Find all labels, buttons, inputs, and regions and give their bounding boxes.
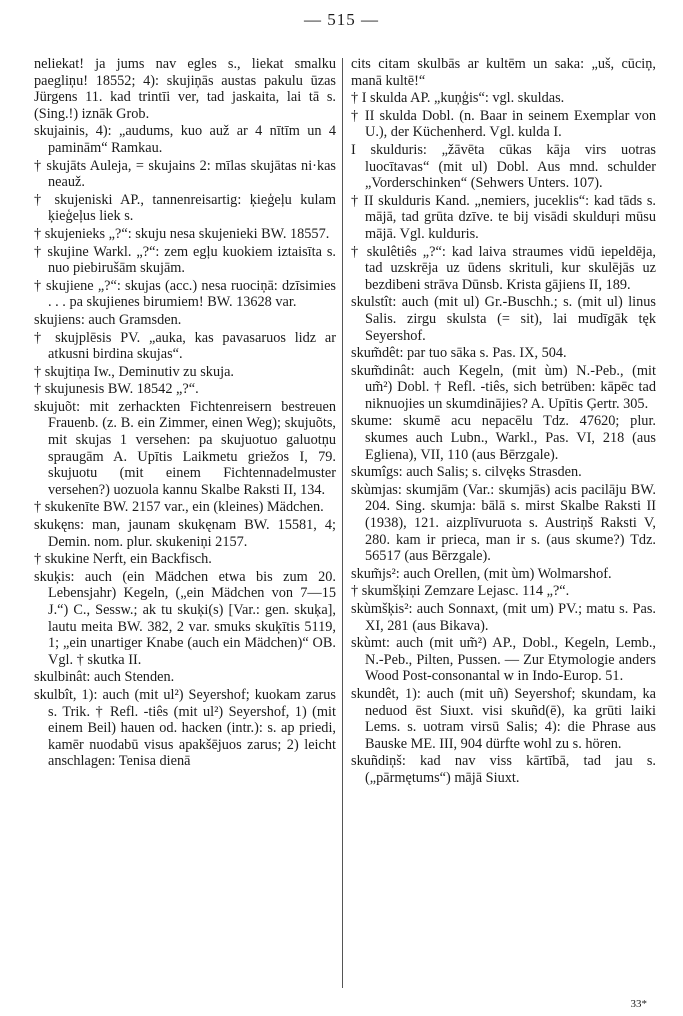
dictionary-entry: skume: skumē acu nepacēlu Tdz. 47620; plur. skumes auch Lubn., Warkl., Pas. VI, 218 (aus Egliena), VII, 110 (aus Bērzgale). bbox=[351, 413, 656, 463]
page-number: — 515 — bbox=[304, 10, 379, 29]
dictionary-entry: skuñdiņš: kad nav viss kārtībā, tad jau s. („pārmętums“) mājā Siuxt. bbox=[351, 753, 656, 786]
dictionary-entry: † skujplēsis PV. „auka, kas pavasaruos lidz ar atkusni birdina skujas“. bbox=[34, 329, 336, 363]
dictionary-entry: skùmt: auch (mit um̃²) AP., Dobl., Kegeln, Lemb., N.-Peb., Pilten, Pussen. — Zur Etymologie anders Wood Post-consonantal w in Indo-Europ. 51. bbox=[351, 635, 656, 685]
dictionary-entry: skukęns: man, jaunam skukęnam BW. 15581, 4; Demin. nom. plur. skukeniņi 2157. bbox=[34, 517, 336, 550]
dictionary-entry: skumîgs: auch Salis; s. cilvęks Strasden. bbox=[351, 464, 582, 481]
dictionary-entry: neliekat! ja jums nav egles s., liekat smalku paegliņu! 18552; 4): skujiņās austas pakulu ūzas Jürgens 11. kad trintīi ver, tad jaskaita, lai tā s. (Sing.!) iznāk Grob. bbox=[34, 56, 336, 122]
dictionary-entry: † II skulda Dobl. (n. Baar in seinem Exemplar von U.), der Küchenherd. Vgl. kulda I. bbox=[351, 107, 656, 141]
dictionary-entry: † skujeniski AP., tannenreisartig: ķieģeļu kulam ķieģeļus liek s. bbox=[34, 191, 336, 225]
dictionary-entry: skundêt, 1): auch (mit uñ) Seyershof; skundam, ka neduod ēst Siuxt. visi skuñd(ē), ka grūti laiki Lems. s. uotram virsū Salis; 4): die Phrase aus Bauske ME. III, 904 dürfte wohl zu s. hören. bbox=[351, 685, 656, 752]
dictionary-entry: skulbît, 1): auch (mit ul²) Seyershof; kuokam zarus s. Trik. † Refl. -tiês (mit ul²) Seyershof, 1) (mit einem Beil) hauen od. hacken (intr.): s. ap priedi, kamēr nuodabū visus apakšējuos zarus; 2) leicht anschlagen: Tenisa dienā bbox=[34, 686, 336, 770]
dictionary-entry: skulbinât: auch Stenden. bbox=[34, 669, 175, 686]
dictionary-entry: † skulêtiês „?“: kad laiva straumes vidū iepeldēja, tad uzskrēja uz ūdens skrituli, kur skulējās uz bezdibeni strāva Dūnsb. Krista gājiens II, 189. bbox=[351, 243, 656, 293]
dictionary-entry: skum̃dinât: auch Kegeln, (mit ùm) N.-Peb., (mit um̃²) Dobl. † Refl. -tiês, sich betrüben: kāpēc tad niknuojies un skumdinājies? A. Upītis Ģertr. 305. bbox=[351, 362, 656, 412]
left-column bbox=[34, 56, 336, 771]
dictionary-entry: † skumšķiņi Zemzare Lejasc. 114 „?“. bbox=[351, 583, 570, 600]
dictionary-entry: skujuõt: mit zerhackten Fichtenreisern bestreuen Frauenb. (z. B. ein Zimmer, einen Weg); skujuõts, mit skujas 1 versehen: pa skujuotuo galuotņu spraugām A. Upītis Laikmetu griežos I, 79. skujuotu (mit einem Fichtennadelmuster versehen?) uozuola kannu Skalbe Raksti II, 134. bbox=[34, 398, 336, 498]
dictionary-entry: skujiens: auch Gramsden. bbox=[34, 311, 182, 328]
dictionary-entry: † skujāts Auleja, = skujains 2: mīlas skujātas ni·kas neauž. bbox=[34, 157, 336, 191]
dictionary-entry: † I skulda AP. „kuņģis“: vgl. skuldas. bbox=[351, 90, 565, 107]
dictionary-entry: I skulduris: „žāvēta cūkas kāja virs uotras luocītavas“ (mit ul) Dobl. Aus mnd. schulder „Vorderschinken“ (Sehwers Unters. 107). bbox=[351, 141, 656, 192]
dictionary-entry: skujainis, 4): „audums, kuo auž ar 4 nītīm un 4 paminām“ Ramkau. bbox=[34, 123, 336, 156]
column-divider bbox=[342, 58, 343, 988]
dictionary-entry: † skukenīte BW. 2157 var., ein (kleines) Mädchen. bbox=[34, 499, 324, 516]
dictionary-entry: skuķis: auch (ein Mädchen etwa bis zum 20. Lebensjahr) Kegeln, („ein Mädchen von 7—15 J.“) C., Sessw.; ak tu skuķi(s) [Var.: gen. skuķa], lautu meita BW. 382, 2 var. smuks skuķītis 5119, 1; „ein unartiger Knabe (auch ein Mädchen)“ OB. Vgl. † skutka II. bbox=[34, 568, 336, 668]
dictionary-entry: † skujenieks „?“: skuju nesa skujenieki BW. 18557. bbox=[34, 225, 330, 242]
dictionary-entry: skum̃js²: auch Orellen, (mit ùm) Wolmarshof. bbox=[351, 565, 612, 582]
dictionary-entry: skùmšķis²: auch Sonnaxt, (mit um) PV.; matu s. Pas. XI, 281 (aus Bikava). bbox=[351, 601, 656, 634]
dictionary-entry: skulstît: auch (mit ul) Gr.-Buschh.; s. (mit ul) linus Salis. zirgu skulsta (= sit), lai mudīgāk tęk Seyershof. bbox=[351, 294, 656, 344]
dictionary-entry: † skujiene „?“: skujas (acc.) nesa ruociņā: dzīsimies . . . pa skujienes birumiem! BW. 13628 var. bbox=[34, 277, 336, 311]
dictionary-entry: † skukine Nerft, ein Backfisch. bbox=[34, 551, 212, 568]
dictionary-entry: † II skulduris Kand. „nemiers, juceklis“: kad tāds s. mājā, tad grūta dzīve. te bij visādi skulduŗi mūsu mājā. Vgl. kulduris. bbox=[351, 192, 656, 242]
right-column bbox=[351, 56, 656, 788]
dictionary-entry: † skujine Warkl. „?“: zem egļu kuokiem iztaisīta s. nuo piebirušām skujām. bbox=[34, 243, 336, 277]
dictionary-entry: skum̃dêt: par tuo sāka s. Pas. IX, 504. bbox=[351, 345, 567, 362]
dictionary-entry: skùmjas: skumjām (Var.: skumjās) acis pacilāju BW. 204. Sing. skumja: bālā s. mirst Skalbe Raksti II (1938), 121. aizplīvuruota s. Austriņš Raksti V, 280. kam ir prieca, man ir s. (aus skume?) Tdz. 56517 (aus Bērzgale). bbox=[351, 481, 656, 565]
dictionary-entry: † skujtiņa Iw., Deminutiv zu skuja. bbox=[34, 363, 234, 380]
signature-mark: 33* bbox=[630, 998, 647, 1010]
dictionary-entry: † skujunesis BW. 18542 „?“. bbox=[34, 381, 199, 398]
dictionary-entry: cits citam skulbās ar kultēm un saka: „uš, cūciņ, manā kultē!“ bbox=[351, 56, 656, 89]
